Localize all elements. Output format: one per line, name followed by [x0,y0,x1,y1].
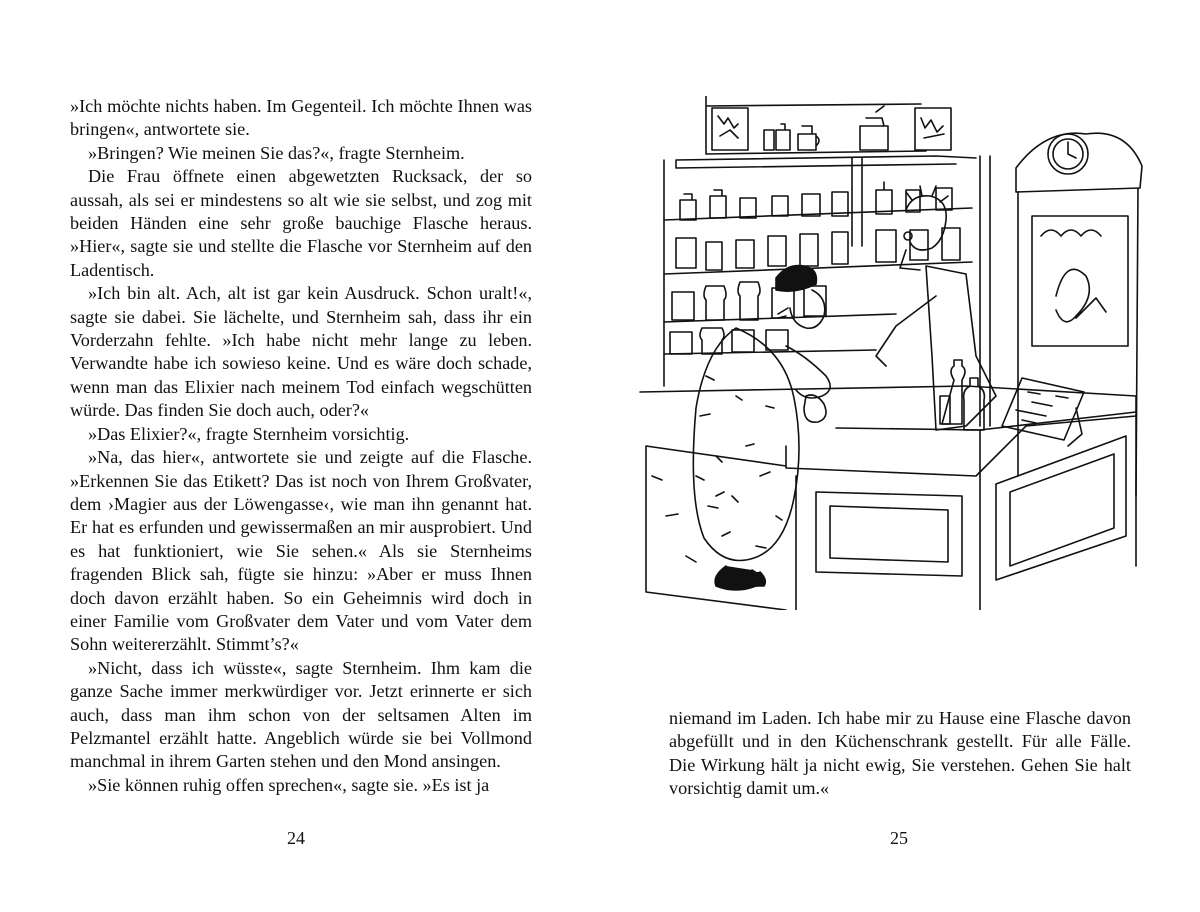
pharmacy-illustration [636,96,1146,610]
left-text-block [70,95,532,797]
right-page [600,0,1200,912]
right-text-block [669,707,1131,801]
paragraph: »Ich bin alt. Ach, alt ist gar kein Ausdruck. Schon uralt!«, sagte sie dabei. Sie lächelte, und Sternheim sah, dass ihr ein Vorderzahn fehlte. »Ich habe nicht mehr lange zu leben. Verwandte habe ich sowieso keine. Und es wäre doch schade, wenn man das Elixier nach meinem Tod einfach wegschütten würde. Das finden Sie doch auch, oder?« [70,283,532,421]
paragraph: »Ich möchte nichts haben. Im Gegenteil. Ich möchte Ihnen was bringen«, antwortete sie. [70,96,532,140]
paragraph: »Bringen? Wie meinen Sie das?«, fragte Sternheim. [88,142,465,163]
page-number-left: 24 [287,828,305,848]
paragraph: »Sie können ruhig offen sprechen«, sagte sie. »Es ist ja [88,774,490,795]
paragraph: »Na, das hier«, antwortete sie und zeigte auf die Flasche. »Erkennen Sie das Etikett? Das ist noch von Ihrem Großvater, dem ›Magier aus der Löwengasse‹, wie man ihn genannt hat. Er hat es erfunden und gewissermaßen an mir ausprobiert. Und es hat funktioniert, wie Sie sehen.« Als sie Sternheims fragenden Blick sah, fügte sie hinzu: »Aber er muss Ihnen doch davon erzählt haben. So ein Geheimnis wird doch in einer Familie vom Großvater dem Vater und vom Vater dem Sohn weitererzählt. Stimmt’s?« [70,447,532,655]
paragraph: Die Frau öffnete einen abgewetzten Rucksack, der so aussah, als sei er mindestens so alt wie sie selbst, und zog mit beiden Händen eine sehr große bauchige Flasche heraus. »Hier«, sagte sie und stellte die Flasche vor Sternheim auf den Ladentisch. [70,166,532,280]
paragraph: »Das Elixier?«, fragte Sternheim vorsichtig. [88,423,410,444]
paragraph: »Nicht, dass ich wüsste«, sagte Sternheim. Ihm kam die ganze Sache immer merkwürdiger vor. Jetzt erinnerte er sich auch, dass man ihm schon von der seltsamen Alten im Pelzmantel erzählt hatte. Angeblich würde sie bei Vollmond manchmal in ihrem Garten stehen und den Mond ansingen. [70,657,532,772]
page-number-right: 25 [890,828,908,848]
paragraph: niemand im Laden. Ich habe mir zu Hause eine Flasche davon abgefüllt und in den Küchenschrank gestellt. Für alle Fälle. Die Wirkung hält ja nicht ewig, Sie verstehen. Gehen Sie halt vorsichtig damit um.« [669,708,1131,799]
